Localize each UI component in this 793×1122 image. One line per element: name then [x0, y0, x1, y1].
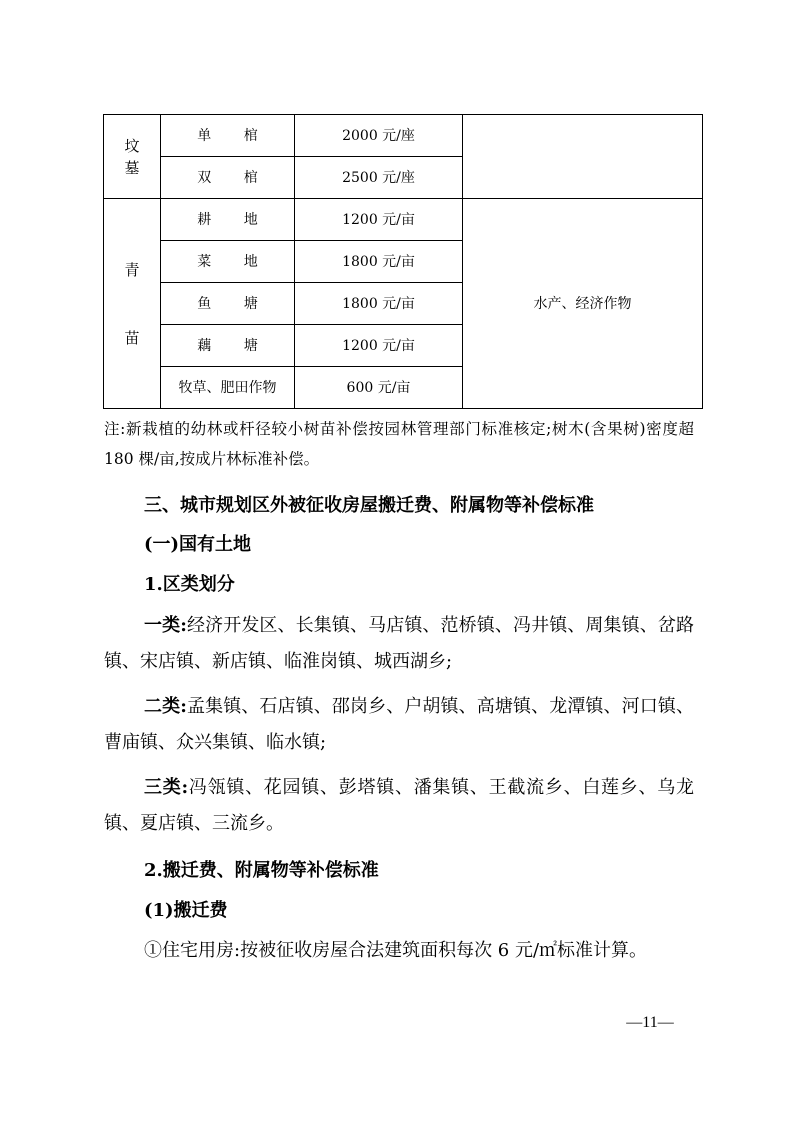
category-char: 青	[124, 260, 140, 279]
item-cell: 鱼 塘	[161, 283, 295, 325]
compensation-table	[103, 114, 703, 409]
residential-paragraph: ①住宅用房:按被征收房屋合法建筑面积每次 6 元/㎡标准计算。	[144, 940, 648, 961]
class-one-paragraph	[104, 608, 694, 679]
item-cell: 单 棺	[161, 115, 295, 157]
item-two-title: 2.搬迁费、附属物等补偿标准	[144, 860, 379, 881]
remark-cell: 水产、经济作物	[463, 199, 703, 409]
price-cell: 600 元/亩	[295, 367, 463, 409]
page-number: —11—	[626, 1014, 674, 1031]
price-cell: 1800 元/亩	[295, 241, 463, 283]
class-two-label: 二类:	[144, 696, 187, 717]
table-row	[104, 199, 703, 241]
class-one-text: 经济开发区、长集镇、马店镇、范桥镇、冯井镇、周集镇、岔路镇、宋店镇、新店镇、临淮岗镇、城西湖乡;	[104, 615, 694, 672]
item-cell: 耕 地	[161, 199, 295, 241]
category-char: 苗	[124, 328, 140, 347]
class-three-label: 三类:	[144, 777, 189, 798]
subsection-one-title: (一)国有土地	[144, 534, 252, 555]
price-cell: 2000 元/座	[295, 115, 463, 157]
item-cell: 菜 地	[161, 241, 295, 283]
category-char: 墓	[124, 158, 140, 177]
price-cell: 1200 元/亩	[295, 199, 463, 241]
class-three-paragraph	[104, 770, 694, 841]
price-cell: 1200 元/亩	[295, 325, 463, 367]
price-cell: 1800 元/亩	[295, 283, 463, 325]
class-two-text: 孟集镇、石店镇、邵岗乡、户胡镇、高塘镇、龙潭镇、河口镇、曹庙镇、众兴集镇、临水镇;	[104, 696, 694, 753]
class-one-label: 一类:	[144, 615, 187, 636]
class-three-text: 冯瓴镇、花园镇、彭塔镇、潘集镇、王截流乡、白莲乡、乌龙镇、夏店镇、三流乡。	[104, 777, 694, 834]
item-cell: 牧草、肥田作物	[161, 367, 295, 409]
category-cell-seedling	[104, 199, 161, 409]
class-two-paragraph	[104, 689, 694, 760]
item-cell: 藕 塘	[161, 325, 295, 367]
item-one-title: 1.区类划分	[144, 574, 235, 595]
category-cell-grave	[104, 115, 161, 199]
category-char: 坟	[124, 136, 140, 155]
sub-one-title: (1)搬迁费	[144, 900, 228, 921]
table-row	[104, 115, 703, 157]
section-three-title: 三、城市规划区外被征收房屋搬迁费、附属物等补偿标准	[144, 495, 594, 516]
item-cell: 双 棺	[161, 157, 295, 199]
price-cell: 2500 元/座	[295, 157, 463, 199]
table-note: 注:新栽植的幼林或杆径较小树苗补偿按园林管理部门标准核定;树木(含果树)密度超 180 棵/亩,按成片林标准补偿。	[104, 420, 694, 468]
remark-cell	[463, 115, 703, 199]
